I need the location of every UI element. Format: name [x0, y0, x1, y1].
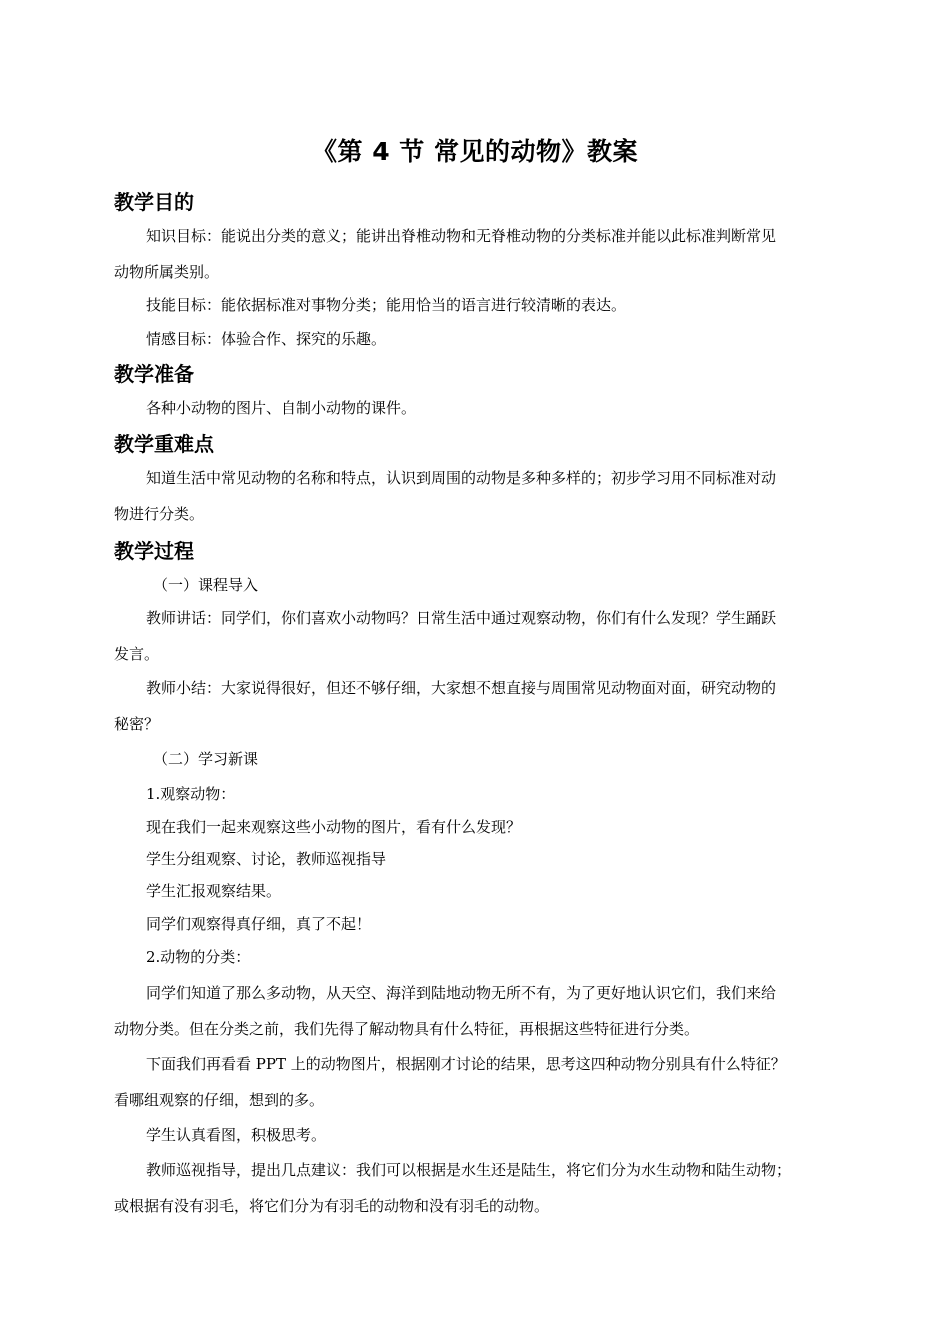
paragraph-line: 秘密？	[114, 715, 160, 733]
paragraph-line: 发言。	[114, 645, 160, 663]
paragraph-line: 下面我们再看看 PPT 上的动物图片，根据刚才讨论的结果，思考这四种动物分别具有什么特征？	[146, 1055, 786, 1073]
paragraph-line: 或根据有没有羽毛，将它们分为有羽毛的动物和没有羽毛的动物。	[114, 1197, 550, 1215]
paragraph-line: 物进行分类。	[114, 505, 205, 523]
paragraph-line: 动物所属类别。	[114, 263, 220, 281]
heading-process: 教学过程	[114, 539, 194, 563]
paragraph-line: 教师巡视指导，提出几点建议：我们可以根据是水生还是陆生，将它们分为水生动物和陆生动物；	[146, 1161, 792, 1179]
heading-key-points: 教学重难点	[114, 432, 214, 456]
paragraph-line: 1.观察动物：	[146, 785, 236, 803]
paragraph-line: 动物分类。但在分类之前，我们先得了解动物具有什么特征，再根据这些特征进行分类。	[114, 1020, 700, 1038]
paragraph-line: 知道生活中常见动物的名称和特点，认识到周围的动物是多种多样的；初步学习用不同标准对动	[146, 469, 777, 487]
document-title: 《第 4 节 常见的动物》教案	[311, 137, 638, 166]
heading-goals: 教学目的	[114, 190, 194, 214]
heading-prep: 教学准备	[114, 362, 194, 386]
paragraph-line: 情感目标：体验合作、探究的乐趣。	[146, 330, 387, 348]
paragraph-line: 教师讲话：同学们，你们喜欢小动物吗？日常生活中通过观察动物，你们有什么发现？学生踊跃	[146, 609, 777, 627]
paragraph-line: 各种小动物的图片、自制小动物的课件。	[146, 399, 417, 417]
paragraph-line: 技能目标：能依据标准对事物分类；能用恰当的语言进行较清晰的表达。	[146, 296, 627, 314]
paragraph-line: 现在我们一起来观察这些小动物的图片，看有什么发现？	[146, 818, 522, 836]
paragraph-line: 知识目标：能说出分类的意义；能讲出脊椎动物和无脊椎动物的分类标准并能以此标准判断常见	[146, 227, 777, 245]
paragraph-line: 2.动物的分类：	[146, 948, 251, 966]
paragraph-line: 同学们观察得真仔细，真了不起！	[146, 915, 372, 933]
paragraph-line: 学生汇报观察结果。	[146, 882, 282, 900]
paragraph-line: 同学们知道了那么多动物，从天空、海洋到陆地动物无所不有，为了更好地认识它们，我们来给	[146, 984, 777, 1002]
paragraph-line: 教师小结：大家说得很好，但还不够仔细，大家想不想直接与周围常见动物面对面，研究动物的	[146, 679, 777, 697]
subsection-title: （二）学习新课	[153, 750, 259, 768]
subsection-title: （一）课程导入	[153, 576, 259, 594]
paragraph-line: 看哪组观察的仔细，想到的多。	[114, 1091, 325, 1109]
paragraph-line: 学生认真看图，积极思考。	[146, 1126, 327, 1144]
paragraph-line: 学生分组观察、讨论，教师巡视指导	[146, 850, 387, 868]
